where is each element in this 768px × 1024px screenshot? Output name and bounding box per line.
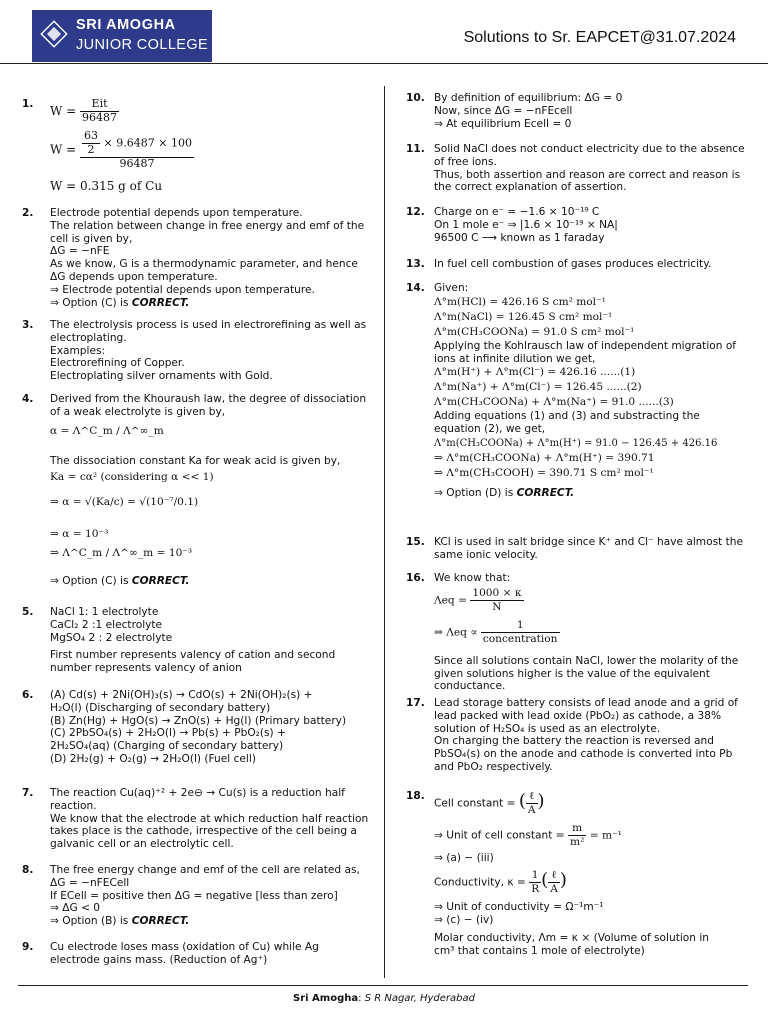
text-line: We know that: — [434, 572, 511, 584]
text-line: (D) 2H₂(g) + O₂(g) → 2H₂O(l) (Fuel cell) — [50, 752, 256, 765]
question-number: 5. — [22, 606, 34, 618]
equation-line: Λ°m(NaCl) = 126.45 S cm² mol⁻¹ — [434, 310, 613, 323]
logo-subtitle: JUNIOR COLLEGE — [76, 37, 209, 53]
text-line: MgSO₄ 2 : 2 electrolyte — [50, 631, 173, 644]
text-line: Adding equations (1) and (3) and substracting the — [434, 410, 700, 423]
text-line: Lead storage battery consists of lead anode and a grid of — [434, 697, 738, 709]
question-number: 14. — [406, 282, 425, 294]
text-line: ⇒ ΔG < 0 — [50, 902, 101, 915]
question-number: 4. — [22, 393, 34, 405]
diamond-logo-icon — [40, 20, 68, 48]
text-line: cm³ that contains 1 mole of electrolyte) — [434, 945, 645, 958]
alpha-sqrt-equation: ⇒ α = √(Ka/c) = √(10⁻⁷/0.1) — [50, 496, 199, 509]
text-line: The free energy change and emf of the cell are related as, — [50, 864, 360, 876]
text-line: ΔG = −nFE — [50, 245, 110, 258]
text-line: The dissociation constant Ka for weak acid is given by, — [50, 454, 341, 467]
text-line: galvanic cell or an electrolytic cell. — [50, 838, 234, 851]
text-line: takes place is the cathode, irrespective of the cell being a — [50, 825, 357, 838]
text-line: As we know, G is a thermodynamic parameter, and hence — [50, 258, 358, 271]
match-line: ⇒ (c) − (iv) — [434, 913, 494, 926]
footer-name: Sri Amogha — [293, 993, 359, 1004]
text-line: given solutions higher is the value of the equivalent — [434, 667, 710, 680]
text-line: First number represents valency of cation and second — [50, 649, 336, 662]
ratio-value: ⇒ Λ^C_m / Λ^∞_m = 10⁻³ — [50, 546, 193, 559]
question-number: 1. — [22, 98, 34, 110]
text-line: solution of H₂SO₄ is used as an electrolyte. — [434, 722, 661, 735]
equation-line: ⇒ Λ°m(CH₃COONa) + Λ°m(H⁺) = 390.71 — [434, 451, 655, 464]
question-number: 3. — [22, 319, 34, 331]
text-line: ⇒ At equilibrium Ecell = 0 — [434, 117, 572, 130]
text-line: The electrolysis process is used in electrorefining as well as — [50, 319, 367, 331]
question-number: 2. — [22, 207, 34, 219]
equation-line: Λ°m(CH₃COONa) + Λ°m(Na⁺) = 91.0 ......(3) — [434, 396, 674, 409]
text-line: of free ions. — [434, 155, 497, 168]
unit-cell-constant: ⇒ Unit of cell constant = $\frac{m}{\text{m²}}$ = m⁻¹ — [434, 822, 622, 848]
equation-line: ⇒ Λ°m(CH₃COOH) = 390.71 S cm² mol⁻¹ — [434, 466, 654, 479]
text-line: of a weak electrolyte is given by, — [50, 405, 226, 418]
text-line: cell is given by, — [50, 232, 133, 245]
logo-title: SRI AMOGHA — [76, 17, 176, 33]
alpha-value: ⇒ α = 10⁻³ — [50, 528, 109, 541]
text-line: Solid NaCl does not conduct electricity due to the absence — [434, 143, 745, 155]
text-line: 2H₂SO₄(aq) (Charging of secondary battery) — [50, 740, 284, 753]
formula-line: W = $\frac{63}{2}$ × 9.6487 × 100 96487 — [50, 129, 192, 170]
text-line: Molar conductivity, Λm = κ × (Volume of solution in — [434, 932, 710, 945]
text-line: NaCl 1: 1 electrolyte — [50, 606, 159, 618]
text-line: The reaction Cu(aq)⁺² + 2e⊖ → Cu(s) is a reduction half — [50, 787, 345, 799]
equation-line: Λ°m(CH₃COONa) + Λ°m(H⁺) = 91.0 − 126.45 + 426.16 — [434, 437, 718, 449]
question-number: 7. — [22, 787, 34, 799]
question-number: 17. — [406, 697, 425, 709]
column-divider — [384, 86, 385, 978]
question-number: 11. — [406, 143, 425, 155]
formula-line: W = $\frac{\text{Eit}}{96487}$ — [50, 97, 118, 124]
text-line: the correct explanation of assertion. — [434, 181, 627, 194]
text-line: If ECell = positive then ΔG = negative [less than zero] — [50, 889, 338, 902]
text-line: Derived from the Khouraush law, the degree of dissociation — [50, 393, 367, 405]
text-line: Electrorefining of Copper. — [50, 357, 185, 370]
proportionality-equation: ⇒ Λeq ∝ $\frac{1}{\text{concentration}}$ — [434, 618, 558, 645]
page-footer: Sri Amogha: S R Nagar, Hyderabad — [293, 993, 475, 1004]
text-line: reaction. — [50, 799, 97, 812]
question-number: 8. — [22, 864, 34, 876]
text-line: same ionic velocity. — [434, 548, 538, 561]
text-line: Electroplating silver ornaments with Gold. — [50, 370, 273, 383]
text-line: electroplating. — [50, 331, 127, 344]
equation-line: Λ°m(Na⁺) + Λ°m(Cl⁻) = 126.45 ......(2) — [434, 381, 642, 394]
text-line: Cu electrode loses mass (oxidation of Cu) while Ag — [50, 941, 319, 953]
question-number: 18. — [406, 790, 425, 802]
text-line: Thus, both assertion and reason are correct and reason is — [434, 168, 741, 181]
text-line: and PbO₂ respectively. — [434, 760, 553, 773]
text-line: We know that the electrode at which reduction half reaction — [50, 812, 369, 825]
text-line: electrode gains mass. (Reduction of Ag⁺) — [50, 953, 268, 966]
text-line: CaCl₂ 2 :1 electrolyte — [50, 618, 163, 631]
footer-divider — [18, 985, 748, 986]
question-number: 12. — [406, 206, 425, 218]
text-line: Examples: — [50, 344, 106, 357]
text-line: ⇒ Electrode potential depends upon temperature. — [50, 283, 315, 296]
text-line: equation (2), we get, — [434, 423, 546, 436]
text-line: Electrode potential depends upon temperature. — [50, 207, 303, 219]
text-line: On 1 mole e⁻ ⇒ |1.6 × 10⁻¹⁹ × NA| — [434, 218, 618, 231]
text-line: PbSO₄(s) on the anode and cathode is converted into Pb — [434, 748, 733, 761]
text-line: Since all solutions contain NaCl, lower the molarity of the — [434, 654, 739, 667]
text-line: ΔG depends upon temperature. — [50, 270, 218, 283]
option-line: ⇒ Option (D) is CORRECT. — [434, 486, 575, 499]
text-line: Now, since ΔG = −nFEcell — [434, 104, 573, 117]
question-number: 13. — [406, 258, 425, 270]
equation-line: Λ°m(CH₃COONa) = 91.0 S cm² mol⁻¹ — [434, 325, 635, 338]
text-line: The relation between change in free energy and emf of the — [50, 219, 365, 232]
match-line: ⇒ (a) − (iii) — [434, 852, 494, 864]
question-number: 6. — [22, 689, 34, 701]
text-line: ΔG = −nFECell — [50, 876, 130, 889]
option-line: ⇒ Option (B) is CORRECT. — [50, 915, 190, 928]
header-divider — [0, 63, 768, 64]
text-line: By definition of equilibrium: ΔG = 0 — [434, 92, 623, 104]
formula-result: W = 0.315 g of Cu — [50, 179, 163, 193]
alpha-equation: α = Λ^C_m / Λ^∞_m — [50, 424, 164, 437]
text-line: On charging the battery the reaction is reversed and — [434, 735, 714, 748]
text-line: ions at infinite dilution we get, — [434, 352, 596, 365]
text-line: (A) Cd(s) + 2Ni(OH)₃(s) → CdO(s) + 2Ni(OH)₂(s) + — [50, 689, 313, 701]
text-line: conductance. — [434, 680, 506, 693]
text-line: (B) Zn(Hg) + HgO(s) → ZnO(s) + Hg(l) (Primary battery) — [50, 714, 347, 727]
text-line: In fuel cell combustion of gases produces electricity. — [434, 258, 712, 270]
college-logo — [32, 10, 212, 62]
text-line: Applying the Kohlrausch law of independent migration of — [434, 339, 737, 352]
question-number: 10. — [406, 92, 425, 104]
option-line: ⇒ Option (C) is CORRECT. — [50, 296, 190, 309]
cell-constant-equation: Cell constant = ( $\frac{\text{ℓ}}{A}$ ) — [434, 790, 545, 816]
page-title: Solutions to Sr. EAPCET@31.07.2024 — [463, 29, 736, 46]
question-number: 15. — [406, 536, 425, 548]
equation-line: Λ°m(HCl) = 426.16 S cm² mol⁻¹ — [434, 295, 606, 308]
ka-equation: Ka = cα² (considering α << 1) — [50, 471, 214, 484]
text-line: KCl is used in salt bridge since K⁺ and Cl⁻ have almost the — [434, 536, 744, 548]
conductivity-equation: Conductivity, κ = $\frac{1}{R}$ ( $\frac{\text{ℓ}}{A}$ ) — [434, 868, 567, 895]
question-number: 9. — [22, 941, 34, 953]
page-header — [0, 0, 768, 70]
text-line: number represents valency of anion — [50, 662, 242, 675]
question-number: 16. — [406, 572, 425, 584]
unit-conductivity: ⇒ Unit of conductivity = Ω⁻¹m⁻¹ — [434, 900, 604, 913]
text-line: 96500 C ⟶ known as 1 faraday — [434, 231, 605, 244]
option-line: ⇒ Option (C) is CORRECT. — [50, 574, 190, 587]
text-line: Given: — [434, 282, 469, 294]
equivalent-conductance-equation: Λeq = $\frac{1000 \times \kappa}{N}$ — [434, 586, 522, 613]
footer-location: S R Nagar, Hyderabad — [364, 993, 475, 1004]
text-line: (C) 2PbSO₄(s) + 2H₂O(l) → Pb(s) + PbO₂(s) + — [50, 727, 286, 740]
text-line: Charge on e⁻ = −1.6 × 10⁻¹⁹ C — [434, 206, 600, 218]
text-line: lead packed with lead oxide (PbO₂) as cathode, a 38% — [434, 709, 722, 722]
text-line: H₂O(l) (Discharging of secondary battery) — [50, 701, 271, 714]
equation-line: Λ°m(H⁺) + Λ°m(Cl⁻) = 426.16 ......(1) — [434, 366, 636, 379]
